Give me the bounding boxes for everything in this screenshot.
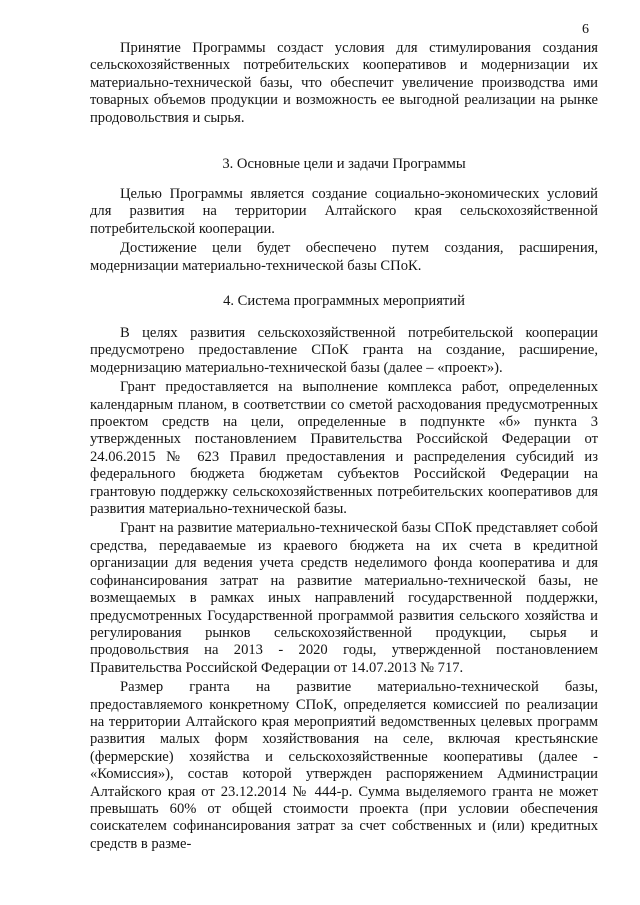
intro-paragraph: Принятие Программы создаст условия для стимулирования создания сельскохозяйственных потребительских кооперативов и модернизации их материально-технической базы, что обеспечит увеличение производства ими товарных объемов продукции и возможность ее выгодной реализации на рынке продовольствия и сырья. xyxy=(90,40,598,126)
intro-block xyxy=(90,40,598,127)
section-4-body xyxy=(90,325,598,853)
section-4-paragraph: Грант на развитие материально-технической базы СПоК представляет собой средства, передаваемые из краевого бюджета на их счета в кредитной организации для ведения учета средств неделимого фонда кооператива и для софинансирования затрат на развитие материально-технической базы, не возмещаемых в рамках иных направлений государственной поддержки, предусмотренных Государственной программой развития сельского хозяйства и регулирования рынков сельскохозяйственной продукции, сырья и продовольствия на 2013 - 2020 годы, утвержденной постановлением Правительства Российской Федерации от 14.07.2013 № 717. xyxy=(90,520,598,676)
section-4-paragraph: Размер гранта на развитие материально-технической базы, предоставляемого конкретному СПоК, определяется комиссией по реализации на территории Алтайского края мероприятий ведомственных целевых программ развития малых форм хозяйствования на селе, включая крестьянские (фермерские) хозяйства и сельскохозяйственные кооперативы (далее - «Комиссия»), состав которой утвержден распоряжением Администрации Алтайского края от 23.12.2014 № 444-р. Сумма выделяемого гранта не может превышать 60% от общей стоимости проекта (при условии обеспечения соискателем софинансирования затрат за счет собственных и (или) кредитных средств в разме- xyxy=(90,679,598,852)
section-3-heading: 3. Основные цели и задачи Программы xyxy=(222,156,466,172)
section-3-body xyxy=(90,186,598,275)
section-3-paragraph: Достижение цели будет обеспечено путем создания, расширения, модернизации материально-технической базы СПоК. xyxy=(90,240,598,274)
page-number: 6 xyxy=(582,22,589,37)
section-4-heading: 4. Система программных мероприятий xyxy=(223,293,465,309)
section-4-paragraph: В целях развития сельскохозяйственной потребительской кооперации предусмотрено предоставление СПоК гранта на создание, расширение, модернизацию материально-технической базы (далее – «проект»). xyxy=(90,325,598,376)
section-4-paragraph: Грант предоставляется на выполнение комплекса работ, определенных календарным планом, в соответствии со сметой расходования предусмотренных проектом средств на цели, определенные в подпункте «б» пункта 3 утвержденных постановлением Правительства Российской Федерации от 24.06.2015 № 623 Правил предоставления и распределения субсидий из федерального бюджета бюджетам субъектов Российской Федерации на грантовую поддержку сельскохозяйственных потребительских кооперативов для развития материально-технической базы. xyxy=(90,379,598,518)
section-3-paragraph: Целью Программы является создание социально-экономических условий для развития на территории Алтайского края сельскохозяйственной потребительской кооперации. xyxy=(90,186,598,237)
